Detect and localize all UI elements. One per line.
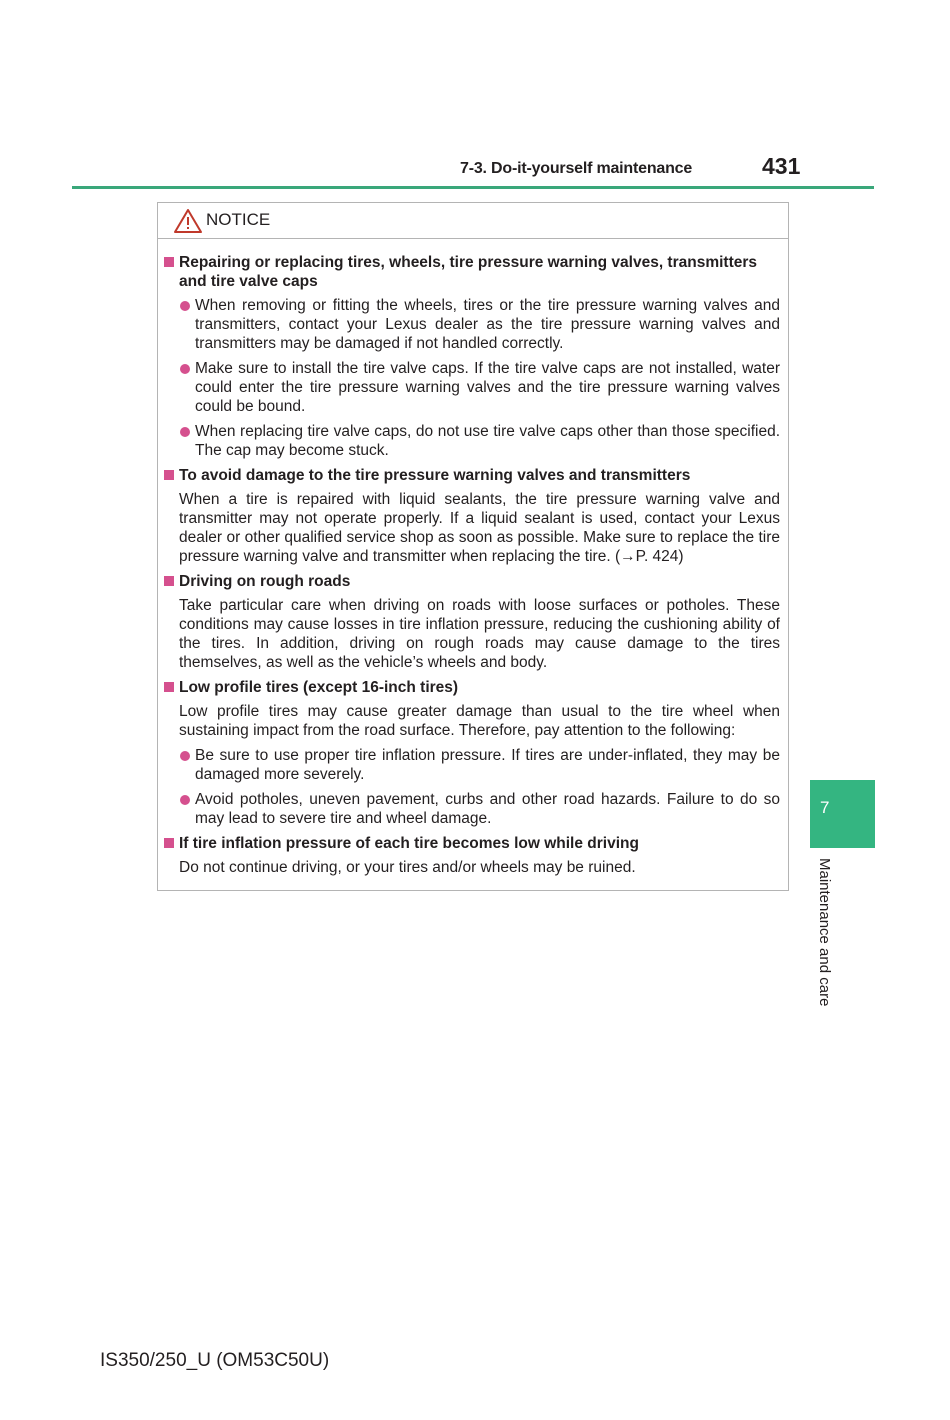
- circle-bullet-icon: [180, 427, 190, 437]
- notice-box: [157, 202, 789, 891]
- section-heading-text: To avoid damage to the tire pressure warning valves and transmitters: [179, 467, 691, 484]
- bullet-text: When removing or fitting the wheels, tires or the tire pressure warning valves and transmitters, contact your Lexus dealer as the tire pressure warning valves and transmitters may be damaged if not handled correctly.: [195, 297, 780, 352]
- section-heading: [164, 834, 780, 853]
- bullet-text: When replacing tire valve caps, do not use tire valve caps other than those specified. The cap may become stuck.: [195, 423, 780, 459]
- notice-header: [158, 203, 788, 239]
- chapter-number: 7: [820, 798, 830, 817]
- bullet-text: Avoid potholes, uneven pavement, curbs and other road hazards. Failure to do so may lead to severe tire and wheel damage.: [195, 791, 780, 827]
- circle-bullet-icon: [180, 795, 190, 805]
- section-heading-text: If tire inflation pressure of each tire becomes low while driving: [179, 835, 639, 852]
- section-paragraph: Do not continue driving, or your tires and/or wheels may be ruined.: [179, 859, 636, 876]
- bullet-text: Be sure to use proper tire inflation pressure. If tires are under-inflated, they may be damaged more severely.: [195, 747, 780, 783]
- model-code: IS350/250_U (OM53C50U): [100, 1350, 330, 1371]
- circle-bullet-icon: [180, 364, 190, 374]
- section-paragraph: Low profile tires may cause greater damage than usual to the tire wheel when sustaining impact from the road surface. Therefore, pay attention to the following:: [179, 703, 780, 739]
- square-bullet-icon: [164, 257, 174, 267]
- square-bullet-icon: [164, 838, 174, 848]
- square-bullet-icon: [164, 576, 174, 586]
- page-header: [72, 150, 874, 189]
- bullet-text: Make sure to install the tire valve caps. If the tire valve caps are not installed, water could enter the tire pressure warning valves and the tire pressure warning valves could be bound.: [195, 360, 780, 415]
- square-bullet-icon: [164, 470, 174, 480]
- bullet-item: [164, 296, 780, 353]
- chapter-tab: [810, 780, 875, 848]
- chapter-side-label: Maintenance and care: [816, 858, 833, 1007]
- section-heading-text: Driving on rough roads: [179, 573, 351, 590]
- section-heading: [164, 572, 780, 591]
- section-heading: [164, 678, 780, 697]
- circle-bullet-icon: [180, 751, 190, 761]
- circle-bullet-icon: [180, 301, 190, 311]
- section-title: 7-3. Do-it-yourself maintenance: [460, 160, 693, 177]
- notice-title: NOTICE: [206, 210, 271, 229]
- section-paragraph: When a tire is repaired with liquid sealants, the tire pressure warning valve and transmitter may not operate properly. If a liquid sealant is used, contact your Lexus dealer or other qualified service shop as soon as possible. Make sure to replace the tire pressure warning valve and transmitter when replacing the tire. (→P. 424): [179, 491, 780, 565]
- page-number: 431: [762, 153, 801, 179]
- section-heading-text: Low profile tires (except 16-inch tires): [179, 679, 459, 696]
- square-bullet-icon: [164, 682, 174, 692]
- bullet-item: [164, 790, 780, 828]
- section-paragraph: Take particular care when driving on roads with loose surfaces or potholes. These conditions may cause losses in tire inflation pressure, reducing the cushioning ability of the tires. In addition, driving on rough roads may cause damage to the tires themselves, as well as the vehicle’s wheels and body.: [179, 597, 780, 671]
- bullet-item: [164, 746, 780, 784]
- warning-triangle-icon: [173, 208, 203, 234]
- notice-body: [158, 239, 788, 877]
- bullet-item: [164, 359, 780, 416]
- section-heading: [164, 466, 780, 485]
- section-heading: [164, 253, 780, 291]
- bullet-item: [164, 422, 780, 460]
- section-heading-text: Repairing or replacing tires, wheels, tire pressure warning valves, transmitters and tire valve caps: [179, 254, 758, 290]
